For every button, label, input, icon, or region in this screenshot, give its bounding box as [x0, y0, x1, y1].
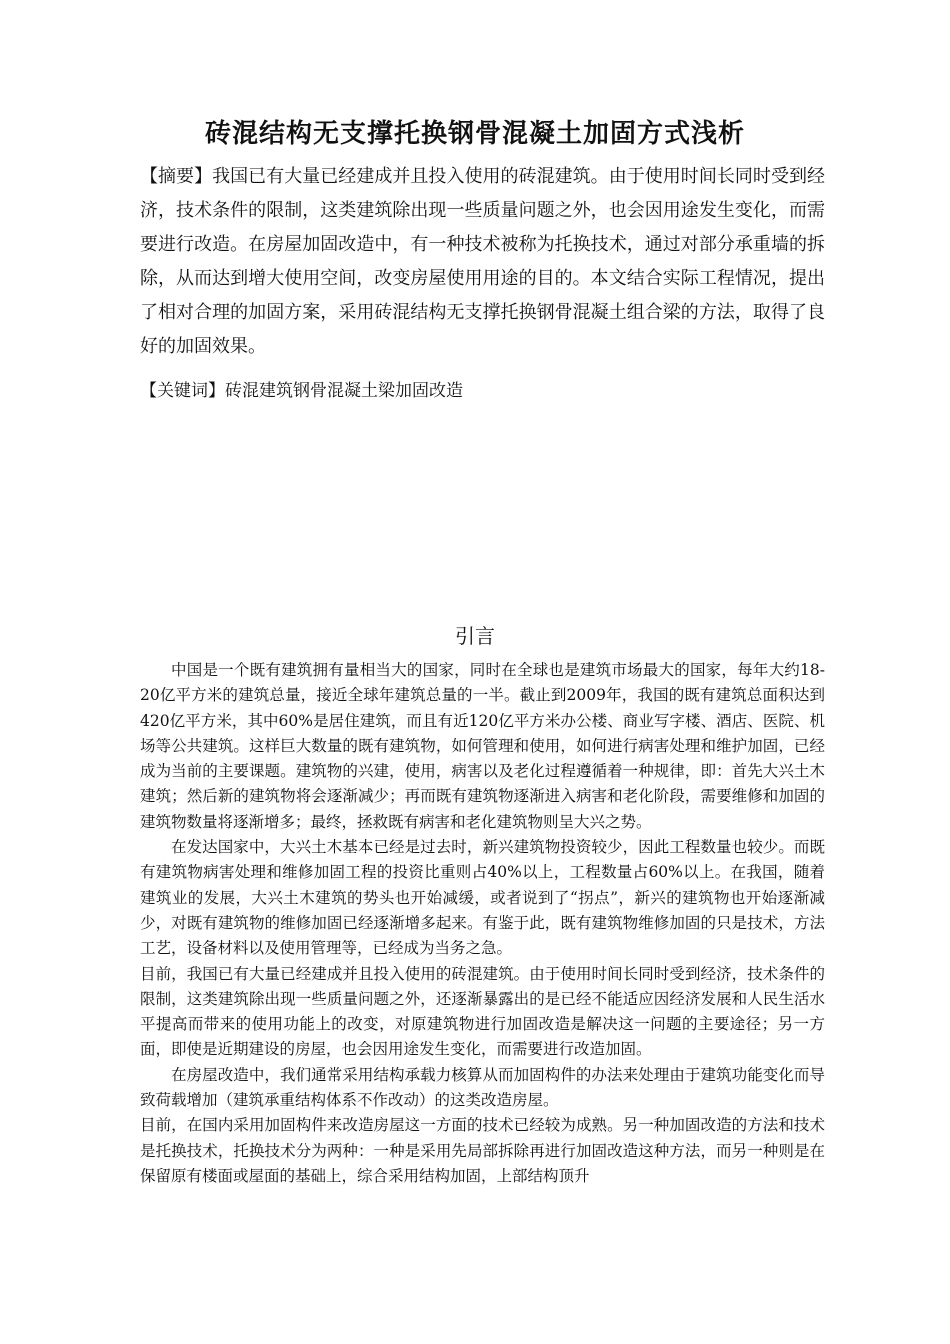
keywords-label: 【关键词】: [140, 381, 225, 401]
paragraph: 目前，我国已有大量已经建成并且投入使用的砖混建筑。由于使用时间长同时受到经济，技术条件的限制，这类建筑除出现一些质量问题之外，还逐渐暴露出的是已经不能适应因经济发展和人民生活水平提高而带来的使用功能上的改变，对原建筑物进行加固改造是解决这一问题的主要途径；另一方面，即使是近期建设的房屋，也会因用途发生变化，而需要进行改造加固。: [140, 964, 825, 1059]
paragraph: 在发达国家中，大兴土木基本已经是过去时，新兴建筑物投资较少，因此工程数量也较少。而既有建筑物病害处理和维修加固工程的投资比重则占40%以上，工程数量占60%以上。在我国，随着建筑业的发展，大兴土木建筑的势头也开始减缓，或者说到了“拐点”，新兴的建筑物也开始逐渐减少，对既有建筑物的维修加固已经逐渐增多起来。有鉴于此，既有建筑物维修加固的只是技术，方法工艺，设备材料以及使用管理等，已经成为当务之急。: [140, 838, 825, 958]
paper-title: 砖混结构无支撑托换钢骨混凝土加固方式浅析: [204, 119, 745, 149]
body-text: [140, 658, 825, 1189]
paragraph: 目前，在国内采用加固构件来改造房屋这一方面的技术已经较为成熟。另一种加固改造的方法和技术是托换技术，托换技术分为两种：一种是采用先局部拆除再进行加固改造这种方法，而另一种则是在保留原有楼面或屋面的基础上，综合采用结构加固，上部结构顶升: [140, 1116, 825, 1185]
paragraph: 在房屋改造中，我们通常采用结构承载力核算从而加固构件的办法来处理由于建筑功能变化而导致荷载增加（建筑承重结构体系不作改动）的这类改造房屋。: [140, 1065, 825, 1110]
keywords-text: 砖混建筑钢骨混凝土梁加固改造: [225, 381, 463, 401]
abstract: [140, 160, 825, 364]
abstract-text: 我国已有大量已经建成并且投入使用的砖混建筑。由于使用时间长同时受到经济，技术条件的限制，这类建筑除出现一些质量问题之外，也会因用途发生变化，而需要进行改造。在房屋加固改造中，有一种技术被称为托换技术，通过对部分承重墙的拆除，从而达到增大使用空间，改变房屋使用用途的目的。本文结合实际工程情况，提出了相对合理的加固方案，采用砖混结构无支撑托换钢骨混凝土组合梁的方法，取得了良好的加固效果。: [140, 166, 825, 357]
abstract-label: 【摘要】: [140, 166, 213, 187]
keywords: [140, 377, 825, 405]
section-title-introduction: 引言: [455, 624, 495, 648]
paragraph: 中国是一个既有建筑拥有量相当大的国家，同时在全球也是建筑市场最大的国家，每年大约18-20亿平方米的建筑总量，接近全球年建筑总量的一半。截止到2009年，我国的既有建筑总面积达到420亿平方米，其中60%是居住建筑，而且有近120亿平方米办公楼、商业写字楼、酒店、医院、机场等公共建筑。这样巨大数量的既有建筑物，如何管理和使用，如何进行病害处理和维护加固，已经成为当前的主要课题。建筑物的兴建，使用，病害以及老化过程遵循着一种规律，即：首先大兴土木建筑；然后新的建筑物将会逐渐减少；再而既有建筑物逐渐进入病害和老化阶段，需要维修和加固的建筑物数量将逐渐增多；最终，拯救既有病害和老化建筑物则呈大兴之势。: [140, 661, 825, 831]
